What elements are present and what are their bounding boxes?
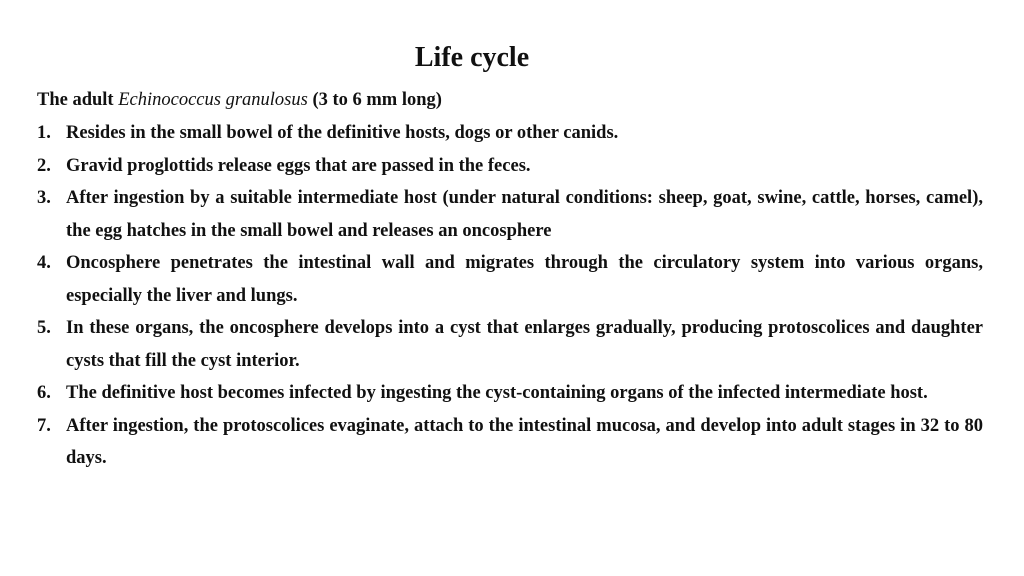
step-text: In these organs, the oncosphere develops into a cyst that enlarges gradually, producing protoscolices and daughter cysts that fill the cyst interior.: [66, 318, 983, 371]
intro-suffix: (3 to 6 mm long): [307, 90, 442, 110]
step-text: After ingestion by a suitable intermediate host (under natural conditions: sheep, goat, swine, cattle, horses, camel), the egg hatches in the small bowel and releases an oncosphere: [66, 188, 983, 241]
step-item-6: [37, 377, 983, 410]
step-text: Oncosphere penetrates the intestinal wall and migrates through the circulatory system into various organs, especially the liver and lungs.: [66, 253, 983, 306]
step-number: 2.: [37, 155, 51, 176]
step-number: 3.: [37, 188, 51, 208]
step-text: Gravid proglottids release eggs that are passed in the feces.: [66, 155, 531, 176]
step-number: 5.: [37, 318, 51, 338]
step-number: 1.: [37, 123, 51, 143]
step-item-7: [37, 410, 983, 475]
step-item-1: [37, 117, 983, 150]
step-text: After ingestion, the protoscolices evaginate, attach to the intestinal mucosa, and develop into adult stages in 32 to 80 days.: [66, 415, 983, 468]
step-number: 6.: [37, 383, 51, 403]
species-name: Echinococcus granulosus: [118, 90, 308, 110]
slide-title: Life cycle: [414, 42, 530, 73]
step-text: Resides in the small bowel of the definitive hosts, dogs or other canids.: [66, 123, 619, 143]
step-item-2: [37, 150, 983, 183]
intro-line: [37, 86, 442, 114]
step-number: 4.: [37, 253, 51, 273]
step-number: 7.: [37, 415, 51, 436]
intro-prefix: The adult: [37, 90, 119, 110]
step-item-4: [37, 247, 983, 312]
step-text: The definitive host becomes infected by ingesting the cyst-containing organs of the infected intermediate host.: [66, 383, 928, 403]
step-item-3: [37, 182, 983, 247]
life-cycle-steps: [37, 117, 983, 475]
step-item-5: [37, 312, 983, 377]
